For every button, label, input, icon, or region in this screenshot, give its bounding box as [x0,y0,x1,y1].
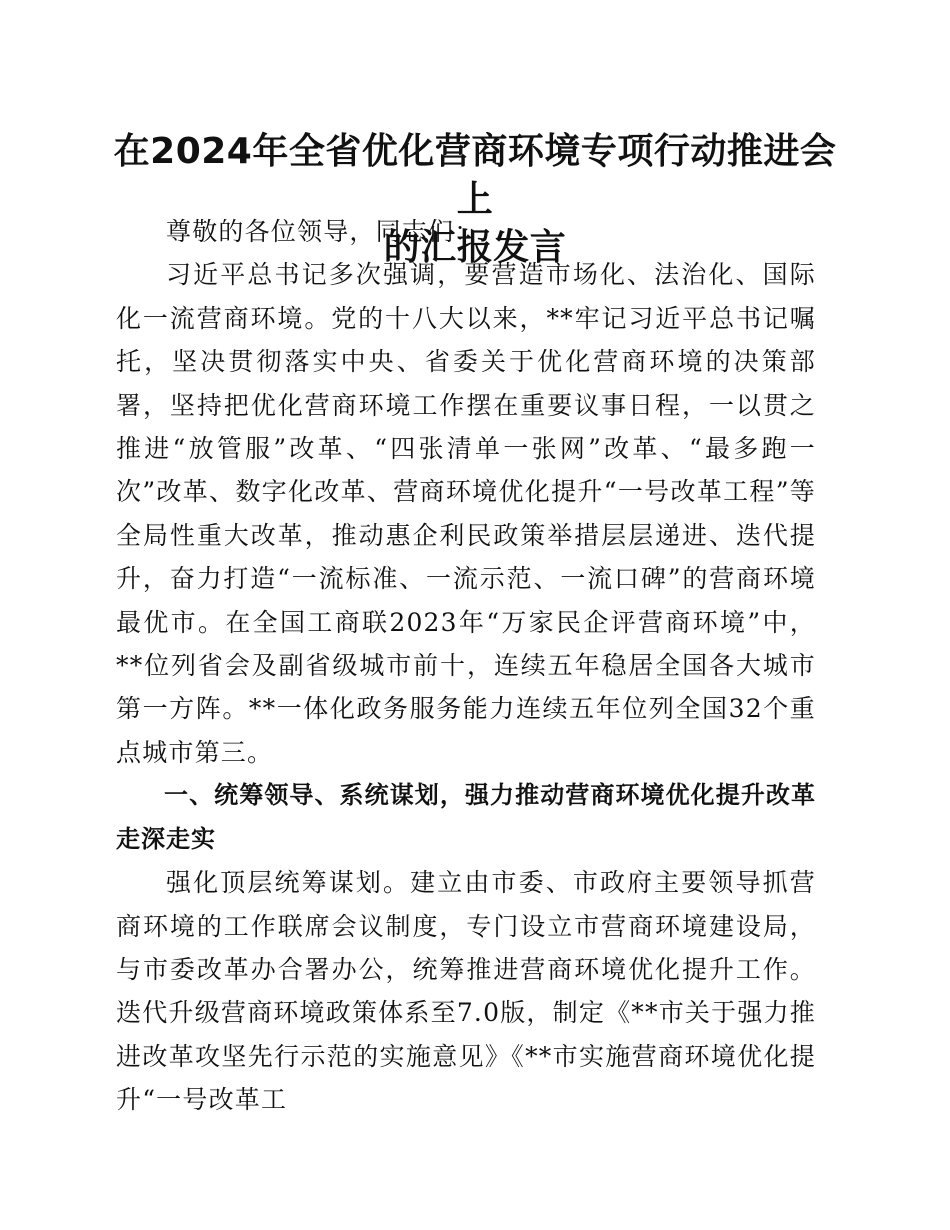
title-line-1: 在2024年全省优化营商环境专项行动推进会上 [113,131,837,220]
title-line-2: 的汇报发言 [383,227,567,268]
paragraph-section-1: 强化顶层统筹谋划。建立由市委、市政府主要领导抓营商环境的工作联席会议制度，专门设立市营商环境建设局，与市委改革办合署办公，统筹推进营商环境优化提升工作。迭代升级营商环境政策体系至7.0版，制定《**市关于强力推进改革攻坚先行示范的实施意见》《**市实施营商环境优化提升“一号改革工 [116,868,816,1115]
section-heading-1: 一、统筹领导、系统谋划，强力推动营商环境优化提升改革走深走实 [116,781,816,853]
document-body [116,210,816,1122]
paragraph-intro: 习近平总书记多次强调，要营造市场化、法治化、国际化一流营商环境。党的十八大以来，**牢记习近平总书记嘱托，坚决贯彻落实中央、省委关于优化营商环境的决策部署，坚持把优化营商环境工作摆在重要议事日程，一以贯之推进“放管服”改革、“四张清单一张网”改革、“最多跑一次”改革、数字化改革、营商环境优化提升“一号改革工程”等全局性重大改革，推动惠企利民政策举措层层递进、迭代提升，奋力打造“一流标准、一流示范、一流口碑”的营商环境最优市。在全国工商联2023年“万家民企评营商环境”中，**位列省会及副省级城市前十，连续五年稳居全国各大城市第一方阵。**一体化政务服务能力连续五年位列全国32个重点城市第三。 [116,260,816,767]
greeting: 尊敬的各位领导，同志们： [166,217,481,246]
